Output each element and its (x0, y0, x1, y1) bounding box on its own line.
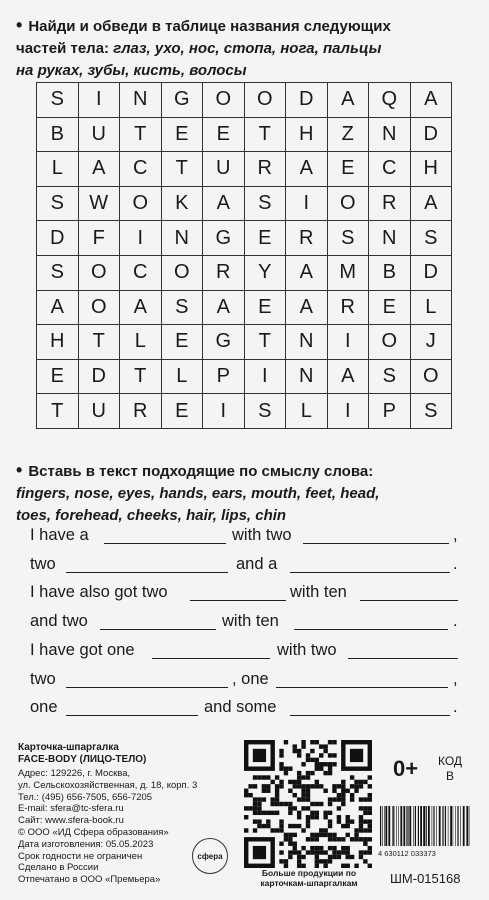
grid-cell[interactable]: Q (369, 83, 411, 118)
sentence-3-start: I have also got two (30, 583, 168, 601)
sentence-7-mid: and some (204, 698, 277, 716)
more-products-caption: Больше продукции по карточкам-шпаргалкам (260, 868, 358, 888)
answer-blank[interactable] (290, 715, 450, 716)
grid-row (37, 186, 452, 221)
answer-blank[interactable] (152, 658, 270, 659)
grid-cell[interactable]: N (369, 221, 411, 256)
imprint-line: ул. Сельскохозяйственная, д. 18, корп. 3 (18, 779, 198, 791)
grid-cell[interactable]: D (78, 359, 120, 394)
grid-cell[interactable]: O (369, 325, 411, 360)
sentence-4-start: and two (30, 612, 88, 630)
sentence-1-start: I have a (30, 526, 89, 544)
grid-cell[interactable]: T (161, 152, 203, 187)
grid-cell[interactable]: N (120, 83, 162, 118)
grid-cell[interactable]: E (37, 359, 79, 394)
grid-cell[interactable]: E (369, 290, 411, 325)
grid-cell[interactable]: U (78, 394, 120, 429)
task1-instructions (16, 14, 476, 82)
grid-cell[interactable]: O (78, 290, 120, 325)
kod-label: КОД (438, 754, 463, 768)
grid-cell[interactable]: S (244, 394, 286, 429)
grid-row (37, 117, 452, 152)
imprint-line: Адрес: 129226, г. Москва, (18, 768, 131, 779)
grid-cell[interactable]: S (410, 221, 452, 256)
grid-cell[interactable]: L (410, 290, 452, 325)
grid-cell[interactable]: T (37, 394, 79, 429)
sentence-5-start: I have got one (30, 641, 135, 659)
sentence-5-mid: with two (277, 641, 337, 659)
bullet: • (16, 15, 23, 35)
grid-cell[interactable]: I (286, 186, 328, 221)
grid-cell[interactable]: P (203, 359, 245, 394)
sentence-6-end: , (453, 670, 458, 688)
grid-cell[interactable]: A (286, 255, 328, 290)
grid-cell[interactable]: C (369, 152, 411, 187)
task2-line1: Вставь в текст подходящие по смыслу слова: (28, 463, 374, 480)
answer-blank[interactable] (66, 687, 228, 688)
kod-block (438, 754, 462, 784)
grid-cell[interactable]: R (327, 290, 369, 325)
grid-cell[interactable]: T (78, 325, 120, 360)
sentence-2-start: two (30, 555, 56, 573)
sentence-6-start: two (30, 670, 56, 688)
grid-cell[interactable]: H (410, 152, 452, 187)
grid-cell[interactable]: A (286, 290, 328, 325)
grid-cell[interactable]: J (410, 325, 452, 360)
grid-cell[interactable]: R (369, 186, 411, 221)
task1-line2-words: глаз, ухо, нос, стопа, нога, пальцы (113, 40, 382, 57)
grid-cell[interactable]: R (244, 152, 286, 187)
grid-cell[interactable]: N (369, 117, 411, 152)
grid-cell[interactable]: G (203, 221, 245, 256)
task2-line3: toes, forehead, cheeks, hair, lips, chin (16, 507, 287, 524)
qr-code[interactable] (244, 740, 372, 868)
grid-cell[interactable]: A (327, 83, 369, 118)
imprint-line: Дата изготовления: 05.05.2023 (18, 838, 154, 850)
answer-blank[interactable] (276, 687, 448, 688)
imprint-subtitle: FACE-BODY (ЛИЦО-ТЕЛО) (18, 754, 147, 765)
product-code: ШМ-015168 (390, 871, 461, 886)
grid-cell[interactable]: O (244, 83, 286, 118)
grid-cell[interactable]: L (37, 152, 79, 187)
grid-cell[interactable]: E (161, 394, 203, 429)
grid-cell[interactable]: N (286, 325, 328, 360)
word-search-grid (36, 82, 452, 429)
task1-line1: Найди и обведи в таблице названия следующих (28, 18, 391, 35)
task2-line2: fingers, nose, eyes, hands, ears, mouth, feet, head, (16, 485, 380, 502)
grid-cell[interactable]: L (286, 394, 328, 429)
grid-cell[interactable]: S (37, 83, 79, 118)
grid-cell[interactable]: D (37, 221, 79, 256)
answer-blank[interactable] (66, 572, 228, 573)
grid-cell[interactable]: D (410, 255, 452, 290)
grid-cell[interactable]: L (161, 359, 203, 394)
grid-cell[interactable]: A (120, 290, 162, 325)
grid-cell[interactable]: R (203, 255, 245, 290)
sentence-4-end: . (453, 612, 458, 630)
grid-cell[interactable]: S (369, 359, 411, 394)
grid-cell[interactable]: T (120, 117, 162, 152)
grid-cell[interactable]: H (286, 117, 328, 152)
grid-cell[interactable]: A (327, 359, 369, 394)
grid-cell[interactable]: A (203, 186, 245, 221)
grid-row (37, 290, 452, 325)
grid-cell[interactable]: I (203, 394, 245, 429)
grid-cell[interactable]: O (327, 186, 369, 221)
grid-cell[interactable]: S (37, 255, 79, 290)
grid-cell[interactable]: U (203, 152, 245, 187)
grid-row (37, 83, 452, 118)
imprint-line: Тел.: (495) 656-7505, 656-7205 (18, 791, 153, 803)
answer-blank[interactable] (348, 658, 458, 659)
grid-cell[interactable]: S (37, 186, 79, 221)
grid-cell[interactable]: T (120, 359, 162, 394)
bullet: • (16, 460, 23, 480)
imprint-line: Срок годности не ограничен (18, 850, 143, 862)
task1-line3-words: на руках, зубы, кисть, волосы (16, 62, 247, 79)
grid-cell[interactable]: U (78, 117, 120, 152)
grid-cell[interactable]: A (203, 290, 245, 325)
grid-row (37, 255, 452, 290)
grid-cell[interactable]: E (203, 117, 245, 152)
imprint-line: Отпечатано в ООО «Премьера» (18, 874, 161, 886)
grid-cell[interactable]: T (244, 325, 286, 360)
grid-cell[interactable]: Z (327, 117, 369, 152)
grid-row (37, 394, 452, 429)
imprint-line: Сайт: www.sfera-book.ru (18, 815, 124, 827)
imprint-title: Карточка-шпаргалка (18, 742, 119, 753)
sentence-6-mid: , one (232, 670, 269, 688)
answer-blank[interactable] (360, 600, 458, 601)
grid-cell[interactable]: O (203, 83, 245, 118)
grid-cell[interactable]: B (369, 255, 411, 290)
grid-row (37, 325, 452, 360)
grid-cell[interactable]: S (327, 221, 369, 256)
sentence-1-mid: with two (232, 526, 292, 544)
grid-cell[interactable]: A (37, 290, 79, 325)
task2-instructions (16, 459, 476, 527)
grid-cell[interactable]: F (78, 221, 120, 256)
grid-cell[interactable]: P (369, 394, 411, 429)
grid-cell[interactable]: S (244, 186, 286, 221)
answer-blank[interactable] (100, 629, 216, 630)
grid-cell[interactable]: C (120, 152, 162, 187)
grid-cell[interactable]: T (244, 117, 286, 152)
grid-cell[interactable]: A (78, 152, 120, 187)
barcode (378, 806, 472, 850)
grid-cell[interactable]: H (37, 325, 79, 360)
answer-blank[interactable] (290, 572, 450, 573)
grid-cell[interactable]: C (120, 255, 162, 290)
grid-cell[interactable]: N (161, 221, 203, 256)
answer-blank[interactable] (294, 629, 448, 630)
grid-cell[interactable]: A (410, 186, 452, 221)
grid-cell[interactable]: S (161, 290, 203, 325)
barcode-number: 4 630112 033373 (378, 849, 436, 858)
grid-cell[interactable]: I (327, 394, 369, 429)
grid-row (37, 359, 452, 394)
imprint-line: © ООО «ИД Сфера образования» (18, 827, 169, 838)
grid-cell[interactable]: E (161, 325, 203, 360)
grid-cell[interactable]: I (78, 83, 120, 118)
grid-cell[interactable]: R (120, 394, 162, 429)
grid-cell[interactable]: B (37, 117, 79, 152)
imprint-line: Сделано в России (18, 862, 99, 874)
sentence-3-mid: with ten (290, 583, 347, 601)
answer-blank[interactable] (190, 600, 286, 601)
imprint-line: E-mail: sfera@tc-sfera.ru (18, 803, 124, 815)
sentence-2-mid: and a (236, 555, 278, 573)
grid-cell[interactable]: O (120, 186, 162, 221)
grid-cell[interactable]: O (410, 359, 452, 394)
grid-cell[interactable]: A (410, 83, 452, 118)
grid-cell[interactable]: O (161, 255, 203, 290)
grid-cell[interactable]: S (410, 394, 452, 429)
answer-blank[interactable] (66, 715, 198, 716)
sentence-7-end: . (453, 698, 458, 716)
grid-cell[interactable]: E (244, 290, 286, 325)
grid-cell[interactable]: I (327, 325, 369, 360)
age-rating: 0+ (393, 756, 419, 781)
grid-cell[interactable]: A (286, 152, 328, 187)
grid-cell[interactable]: K (161, 186, 203, 221)
answer-blank[interactable] (104, 543, 226, 544)
sentence-7-start: one (30, 698, 58, 716)
grid-cell[interactable]: I (120, 221, 162, 256)
publisher-logo: сфера (192, 838, 228, 874)
grid-row (37, 221, 452, 256)
grid-cell[interactable]: G (161, 83, 203, 118)
sentence-2-end: . (453, 555, 458, 573)
grid-cell[interactable]: R (286, 221, 328, 256)
grid-row (37, 152, 452, 187)
grid-cell[interactable]: N (286, 359, 328, 394)
sentence-4-mid: with ten (222, 612, 279, 630)
answer-blank[interactable] (303, 543, 449, 544)
grid-cell[interactable]: W (78, 186, 120, 221)
grid-cell[interactable]: E (244, 221, 286, 256)
grid-cell[interactable]: D (410, 117, 452, 152)
grid-cell[interactable]: D (286, 83, 328, 118)
grid-cell[interactable]: M (327, 255, 369, 290)
grid-cell[interactable]: E (327, 152, 369, 187)
grid-cell[interactable]: E (161, 117, 203, 152)
kod-value: В (446, 769, 455, 783)
grid-cell[interactable]: G (203, 325, 245, 360)
sentence-1-end: , (453, 526, 458, 544)
grid-cell[interactable]: I (244, 359, 286, 394)
grid-cell[interactable]: Y (244, 255, 286, 290)
task1-line2-lead: частей тела: (16, 40, 114, 57)
grid-cell[interactable]: L (120, 325, 162, 360)
grid-cell[interactable]: O (78, 255, 120, 290)
